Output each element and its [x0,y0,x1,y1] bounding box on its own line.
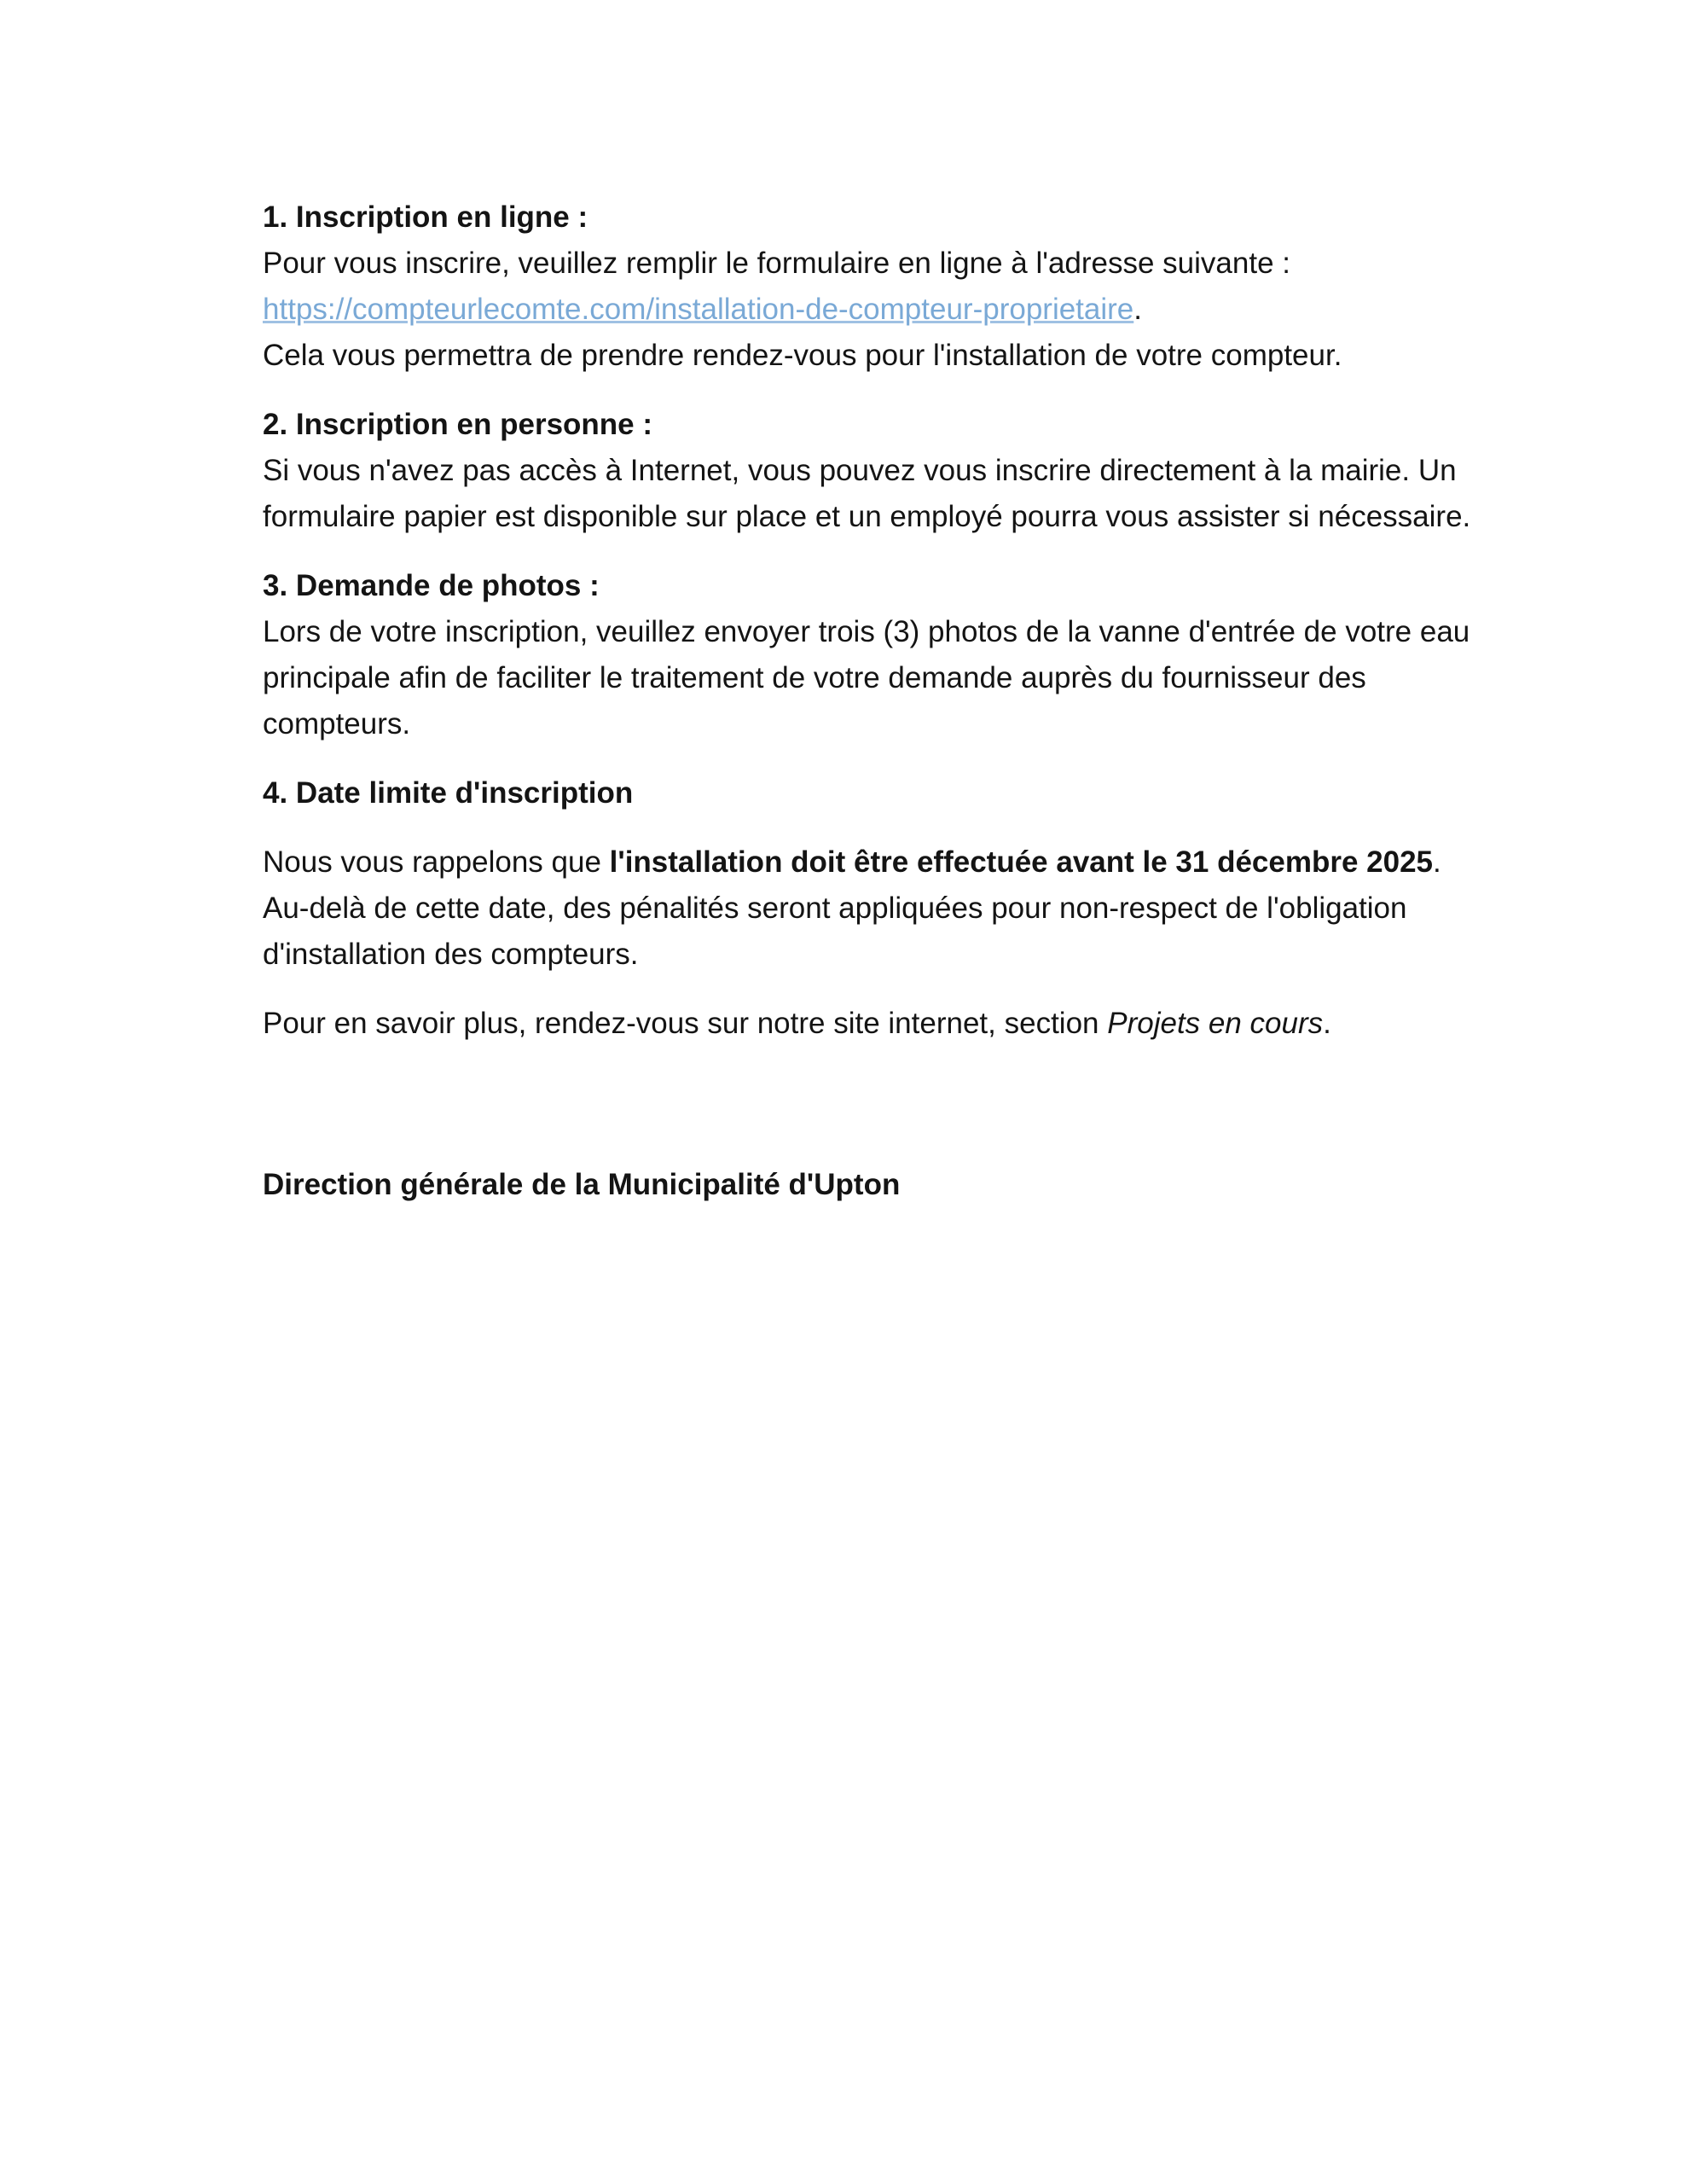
section-intro: Pour vous inscrire, veuillez remplir le formulaire en ligne à l'adresse suivante : https://compteurlecomte.com/installation-de-compteur-proprietaire. [263,247,1290,326]
section-body: Cela vous permettra de prendre rendez-vous pour l'installation de votre compteur. [263,339,1342,372]
reminder-paragraph: Nous vous rappelons que l'installation doit être effectuée avant le 31 décembre 2025. Au-delà de cette date, des pénalités seront appliquées pour non-respect de l'obligation d'installation des compteurs. [263,845,1441,971]
section-heading: 2. Inscription en personne : [263,408,653,441]
section-photo-request [263,563,1474,747]
section-online-registration [263,195,1474,379]
registration-link[interactable]: https://compteurlecomte.com/installation-de-compteur-proprietaire [263,293,1134,326]
section-heading: 1. Inscription en ligne : [263,200,588,234]
section-body: Lors de votre inscription, veuillez envoyer trois (3) photos de la vanne d'entrée de votre eau principale afin de faciliter le traitement de votre demande auprès du fournisseur des compteurs. [263,615,1470,741]
more-info-paragraph: Pour en savoir plus, rendez-vous sur notre site internet, section Projets en cours. [263,1007,1331,1040]
section-body: Si vous n'avez pas accès à Internet, vous pouvez vous inscrire directement à la mairie. Un formulaire papier est disponible sur place et un employé pourra vous assister si nécessaire. [263,454,1471,533]
section-heading: 3. Demande de photos : [263,569,600,602]
projects-section-name: Projets en cours [1107,1007,1324,1040]
document-content [263,195,1474,1208]
deadline-emphasis: l'installation doit être effectuée avant le 31 décembre 2025 [609,845,1434,879]
section-deadline [263,770,1474,816]
section-heading: 4. Date limite d'inscription [263,776,634,810]
section-in-person-registration [263,402,1474,540]
signature: Direction générale de la Municipalité d'Upton [263,1168,901,1201]
